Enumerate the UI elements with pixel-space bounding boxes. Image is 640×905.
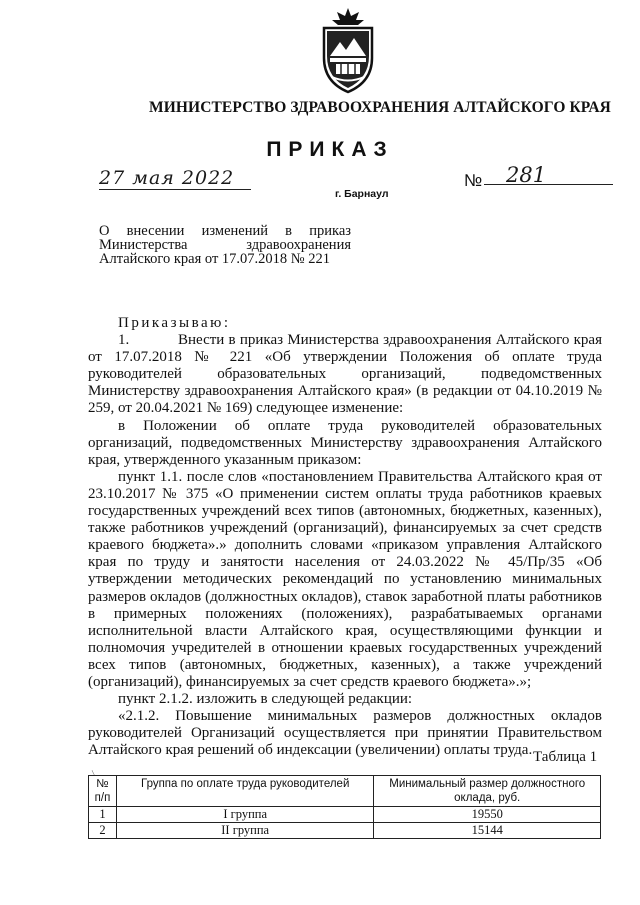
paragraph: пункт 1.1. после слов «постановлением Правительства Алтайского края от 23.10.2017 № 375 «О применении систем оплаты труда работников краевых государственных учреждений всех типов (автономных, бюджетных, казенных), также работников учреждений (организаций), финансируемых за счет средств краевого бюджета».» дополнить словами «приказом управления Алтайского края по труду и занятости населения от 24.03.2022 № 45/Пр/35 «Об утверждении методических рекомендаций по установлению минимальных размеров окладов (должностных окладов), ставок заработной платы работников в примерных положениях (положениях), разрабатываемых органами исполнительной власти Алтайского края, осуществляющими функции и полномочия учредителей в отношении краевых государственных учреждений всех типов (автономных, бюджетных, казенных), а также учреждений (организаций), финансируемых за счет средств краевого бюджета».»;	[88, 468, 602, 690]
cell-group: I группа	[116, 807, 373, 823]
col-header-group: Группа по оплате труда руководителей	[116, 776, 373, 807]
cell-salary: 15144	[374, 823, 601, 839]
scan-mark: /	[88, 768, 98, 778]
number-label: №	[464, 171, 483, 190]
order-body	[88, 315, 602, 759]
cell-group: II группа	[116, 823, 373, 839]
order-title: ПРИКАЗ	[266, 138, 394, 161]
table-caption: Таблица 1	[533, 749, 598, 765]
item-number: 1.	[118, 332, 130, 349]
prikazyvayu-heading: Приказываю:	[118, 315, 231, 331]
table-header-row	[89, 776, 601, 807]
ministry-name: МИНИСТЕРСТВО ЗДРАВООХРАНЕНИЯ АЛТАЙСКОГО КРАЯ	[149, 99, 611, 116]
paragraph: «2.1.2. Повышение минимальных размеров должностных окладов руководителей Организаций осуществляется при принятии Правительством Алтайского края решений об индексации (увеличении) оплаты труда.	[88, 708, 602, 759]
handwritten-date: 27 мая 2022	[99, 167, 251, 190]
table-row	[89, 823, 601, 839]
altai-coat-of-arms-icon	[312, 6, 384, 94]
table-row	[89, 807, 601, 823]
number-underline	[484, 184, 613, 185]
order-subject	[99, 224, 351, 266]
paragraph-item-1	[88, 332, 602, 417]
cell-num: 1	[89, 807, 117, 823]
subject-line: Алтайского края от 17.07.2018 № 221	[99, 251, 331, 267]
paragraph: пункт 2.1.2. изложить в следующей редакции:	[118, 691, 413, 708]
col-header-salary: Минимальный размер должностного оклада, руб.	[374, 776, 601, 807]
subject-line: Министерства здравоохранения	[99, 237, 351, 253]
city-label: г. Барнаул	[335, 188, 389, 200]
salary-table	[88, 775, 601, 839]
cell-salary: 19550	[374, 807, 601, 823]
paragraph: в Положении об оплате труда руководителей образовательных организаций, подведомственных Министерству здравоохранения Алтайского края, утвержденного указанным приказом:	[88, 417, 602, 468]
cell-num: 2	[89, 823, 117, 839]
item-1-text: Внести в приказ Министерства здравоохранения Алтайского края от 17.07.2018 № 221 «Об утверждении Положения об оплате труда руководителей образовательных организаций, подведомственных Министерству здравоохранения Алтайского края» (в редакции от 04.10.2019 № 259, от 20.04.2021 № 169) следующее изменение:	[88, 332, 602, 417]
col-header-num: № п/п	[89, 776, 117, 807]
handwritten-number: 281	[506, 163, 547, 187]
subject-line: О внесении изменений в приказ	[99, 223, 351, 239]
